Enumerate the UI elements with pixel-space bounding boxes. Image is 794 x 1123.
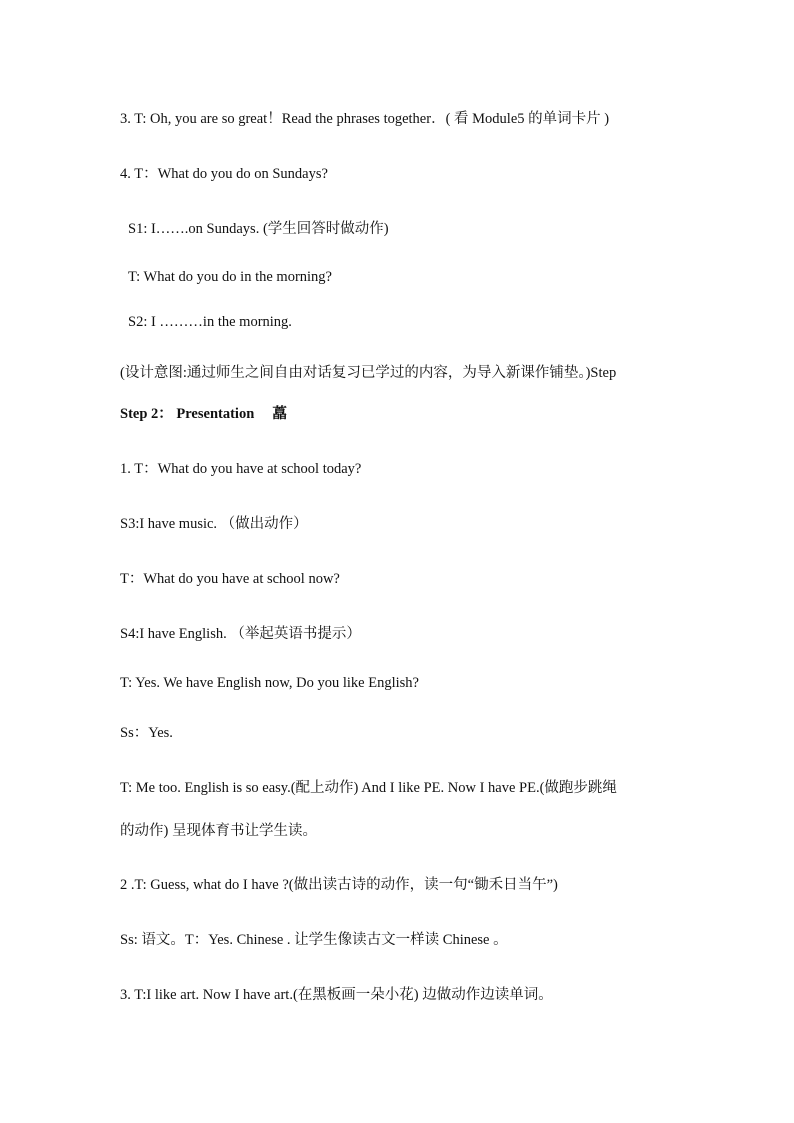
text-line-teacher-now: T：What do you have at school now? <box>120 571 340 587</box>
text-line-step1-item3: 3. T: Oh, you are so great！Read the phrases together．( 看 Module5 的单词卡片 ) <box>120 111 610 127</box>
text-line-design-intent: (设计意图:通过师生之间自由对话复习已学过的内容，为导入新课作铺垫。)Step <box>120 365 617 381</box>
section-heading-step2: Step 2： Presentation 藠 <box>120 406 287 422</box>
text-line-ss-chinese: Ss: 语文。T：Yes. Chinese . 让学生像读古文一样读 Chinese 。 <box>120 932 508 948</box>
text-line-step2-item2: 2 .T: Guess, what do I have ?(做出读古诗的动作，读一句“锄禾日当午”) <box>120 877 558 893</box>
text-line-s3-answer: S3:I have music. （做出动作） <box>120 516 308 532</box>
text-line-step1-item4: 4. T：What do you do on Sundays? <box>120 166 328 182</box>
text-line-teacher-question: T: What do you do in the morning? <box>128 269 332 285</box>
text-line-teacher-english: T: Yes. We have English now, Do you like English? <box>120 675 419 691</box>
text-line-s1-answer: S1: I…….on Sundays. (学生回答时做动作) <box>128 221 389 237</box>
text-line-teacher-pe: T: Me too. English is so easy.(配上动作) And I like PE. Now I have PE.(做跑步跳绳 <box>120 780 617 796</box>
text-line-step2-item1: 1. T：What do you have at school today? <box>120 461 362 477</box>
text-line-s2-answer: S2: I ………in the morning. <box>128 314 292 330</box>
text-line-step2-item3: 3. T:I like art. Now I have art.(在黑板画一朵小花) 边做动作边读单词。 <box>120 987 553 1003</box>
text-line-ss-yes: Ss：Yes. <box>120 725 173 741</box>
text-line-teacher-pe-cont: 的动作) 呈现体育书让学生读。 <box>120 823 317 839</box>
text-line-s4-answer: S4:I have English. （举起英语书提示） <box>120 626 361 642</box>
